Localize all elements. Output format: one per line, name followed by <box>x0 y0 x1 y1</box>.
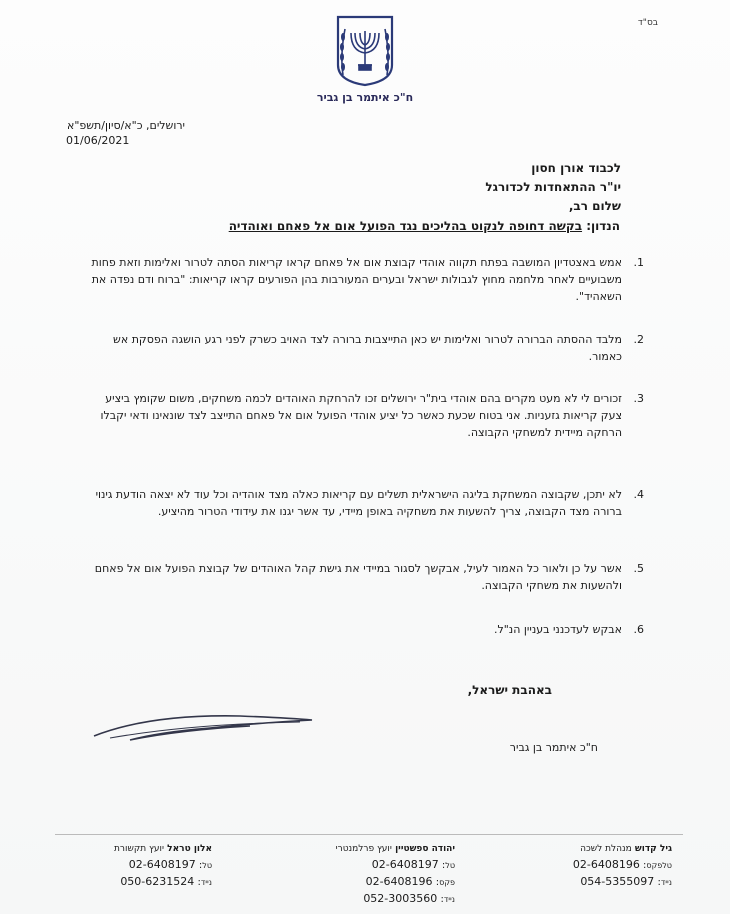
contact-value: 054-5355097 <box>580 875 655 888</box>
contact-role: יועץ תקשורת <box>114 844 164 854</box>
item-number: 6. <box>633 623 644 636</box>
item-text: זכורים לי לא מעט מקרים בהם אוהדי בית"ר ירושלים זכו להרחקת האוהדים לכמה משחקים, משום שקומץ ביציע צעק קריאות גזעניות. אני בטוח שכעת כאשר כל יציע אוהדי הפועל אום אל פאחם התייצב לצד שונאינו ודאי יקבלו הרחקה מיידית למשחקי הקבוצה. <box>100 392 622 439</box>
item-number: 1. <box>633 256 644 269</box>
item-number: 3. <box>633 392 644 405</box>
letterhead-name: ח"כ איתמר בן גביר <box>316 91 414 104</box>
footer-contact-right: גיל קדוש מנהלת לשכה טלפקס: 02-6408196 נייד: 054-5355097 <box>572 844 672 888</box>
item-text: אמש באצטדיון המושבה בפתח תקווה אוהדי קבוצת אום אל פאחם קראו קריאות הסתה לטרור ואלימות וזאת פחות משבועיים לאחר מלחמה מחוץ לגבולות ישראל ובערים המעורבות בהן הפורעים קראו קריאות: "ברוח ודם נפדה את השאהיד". <box>91 256 622 303</box>
contact-label: פקס <box>439 878 455 887</box>
item-text: אבקש לעדכנני בעניין הנ"ל. <box>494 623 622 636</box>
contact-name: יהודה ספשטיין <box>395 844 455 854</box>
addressee-title: יו"ר ההתאחדות לכדורגל <box>485 180 621 194</box>
subject-line <box>100 219 620 233</box>
contact-name: אלון טראל <box>167 844 212 854</box>
contact-role: מנהלת לשכה <box>580 844 632 854</box>
letter-date: 01/06/2021 <box>66 134 130 147</box>
item-number: 2. <box>633 333 644 346</box>
list-item <box>87 486 644 520</box>
contact-label: טל <box>202 861 212 870</box>
contact-label: נייד <box>200 878 212 887</box>
footer-contact-left: אלון טראל יועץ תקשורת טל: 02-6408197 נייד: 050-6231524 <box>114 844 212 888</box>
list-item <box>87 254 644 305</box>
greeting: שלום רב, <box>568 199 621 213</box>
list-item <box>87 560 644 594</box>
subject-text: בקשה דחופה לנקוט בהליכים נגד הפועל אום אל פאחם ואוהדיה <box>228 219 583 233</box>
addressee-name: לכבוד אורן חסון <box>531 161 621 175</box>
contact-value: 02-6408197 <box>128 858 196 871</box>
signer-name: ח"כ איתמר בן גביר <box>509 741 598 754</box>
contact-label: טלפקס <box>646 861 672 870</box>
contact-value: 02-6408196 <box>572 858 640 871</box>
list-item <box>87 331 644 365</box>
addressee-block <box>361 159 621 216</box>
letter-place: ירושלים, כ"א/סיון/תשפ"א <box>66 119 185 132</box>
contact-value: 052-3003560 <box>363 892 438 905</box>
footer-contact-center: יהודה ספשטיין יועץ פרלמנטרי טל: 02-6408197 פקס: 02-6408196 נייד: 052-3003560 <box>335 844 455 905</box>
contact-name: גיל קדוש <box>634 844 672 854</box>
list-item <box>87 390 644 441</box>
contact-value: 050-6231524 <box>120 875 195 888</box>
state-emblem-icon <box>334 15 396 87</box>
item-number: 5. <box>633 562 644 575</box>
item-text: לא יתכן, שקבוצה המשחקת בליגה הישראלית תשלים עם קריאות כאלה מצד אוהדיה וכל עוד לא יצאה הודעת גינוי ברורה מצד הקבוצה, צריך להשעות את משחקיה באופן מיידי, עד אשר יגנו את עידודי הטרור מהיציע. <box>95 488 622 518</box>
contact-value: 02-6408197 <box>371 858 439 871</box>
signature-icon <box>90 706 320 746</box>
item-text: אשר על כן ולאור כל האמור לעיל, אבקשך לסגור במיידי את גישת קהל האוהדים של קבוצת הפועל אום אל פאחם ולהשעות את משחקי הקבוצה. <box>94 562 622 592</box>
contact-value: 02-6408196 <box>365 875 433 888</box>
list-item <box>87 621 644 638</box>
contact-role: יועץ פרלמנטרי <box>335 844 392 854</box>
subject-label: הנדון: <box>586 219 620 233</box>
contact-label: נייד <box>660 878 672 887</box>
bsd-mark: בס"ד <box>637 18 658 28</box>
item-text: מלבד ההסתה הברורה לטרור ואלימות יש כאן התייצבות ברורה לצד האויב כשרק לפני רגע הושגה הפסקת אש כאמור. <box>113 333 622 363</box>
closing-line: באהבת ישראל, <box>467 683 552 697</box>
footer-divider <box>55 834 683 835</box>
contact-label: טל <box>445 861 455 870</box>
item-number: 4. <box>633 488 644 501</box>
contact-label: נייד <box>443 895 455 904</box>
